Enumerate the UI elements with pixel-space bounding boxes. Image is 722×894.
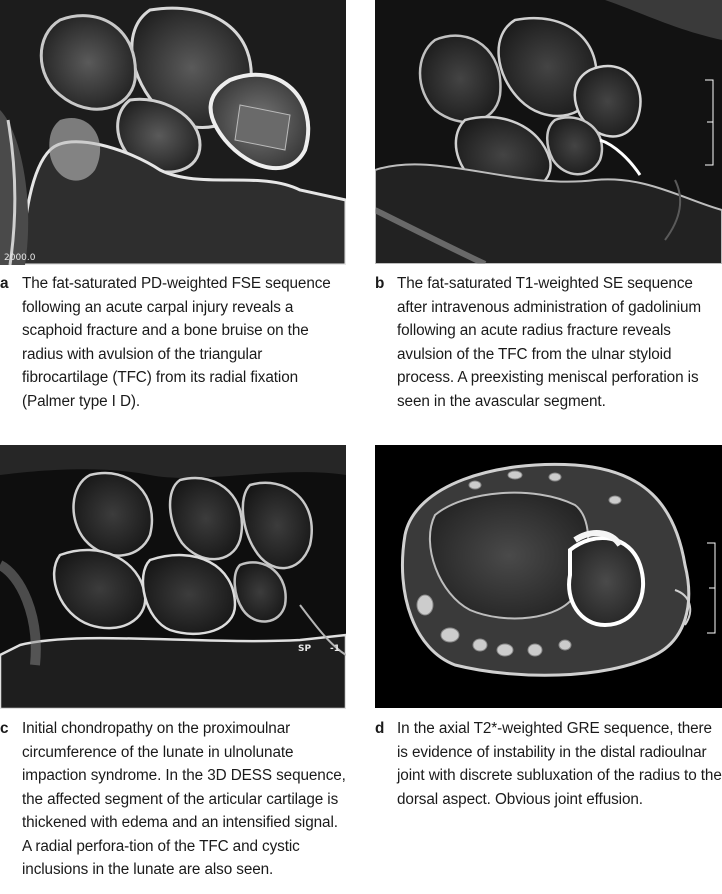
mri-image-d: [375, 445, 722, 708]
caption-letter-c: c: [0, 720, 9, 737]
caption-text-c: Initial chondropathy on the proximoulnar circumference of the lunate in ulnolunate impaction syndrome. In the 3D DESS sequence, the affected segment of the articular cartilage is thickened with edema and an intensified signal. A radial perfora-tion of the TFC and cystic inclusions in the lunate are also seen.: [22, 720, 346, 878]
caption-c: [0, 717, 346, 882]
caption-a: [0, 272, 346, 413]
caption-letter-d: d: [375, 720, 385, 737]
mri-image-a: [0, 0, 346, 265]
caption-text-b: The fat-saturated T1-weighted SE sequence after intravenous administration of gadolinium following an acute radius fracture reveals avulsion of the TFC from the ulnar styloid process. A preexisting meniscal perforation is seen in the avascular segment.: [397, 275, 702, 410]
caption-d: [375, 717, 722, 811]
image-overlay-a: 2000.0: [4, 253, 36, 263]
caption-text-a: The fat-saturated PD-weighted FSE sequence following an acute carpal injury reveals a scaphoid fracture and a bone bruise on the radius with avulsion of the triangular fibrocartilage (TFC) from its radial fixation (Palmer type I D).: [22, 275, 331, 410]
image-overlay-c-1: SP: [298, 644, 312, 654]
caption-text-d: In the axial T2*-weighted GRE sequence, there is evidence of instability in the distal radioulnar joint with discrete subluxation of the radius to the dorsal aspect. Obvious joint effusion.: [397, 720, 722, 808]
mri-image-b: [375, 0, 722, 264]
image-overlay-c-2: -1: [330, 644, 340, 654]
caption-b: [375, 272, 722, 413]
mri-image-c: [0, 445, 346, 709]
caption-letter-a: a: [0, 275, 9, 292]
caption-letter-b: b: [375, 275, 385, 292]
